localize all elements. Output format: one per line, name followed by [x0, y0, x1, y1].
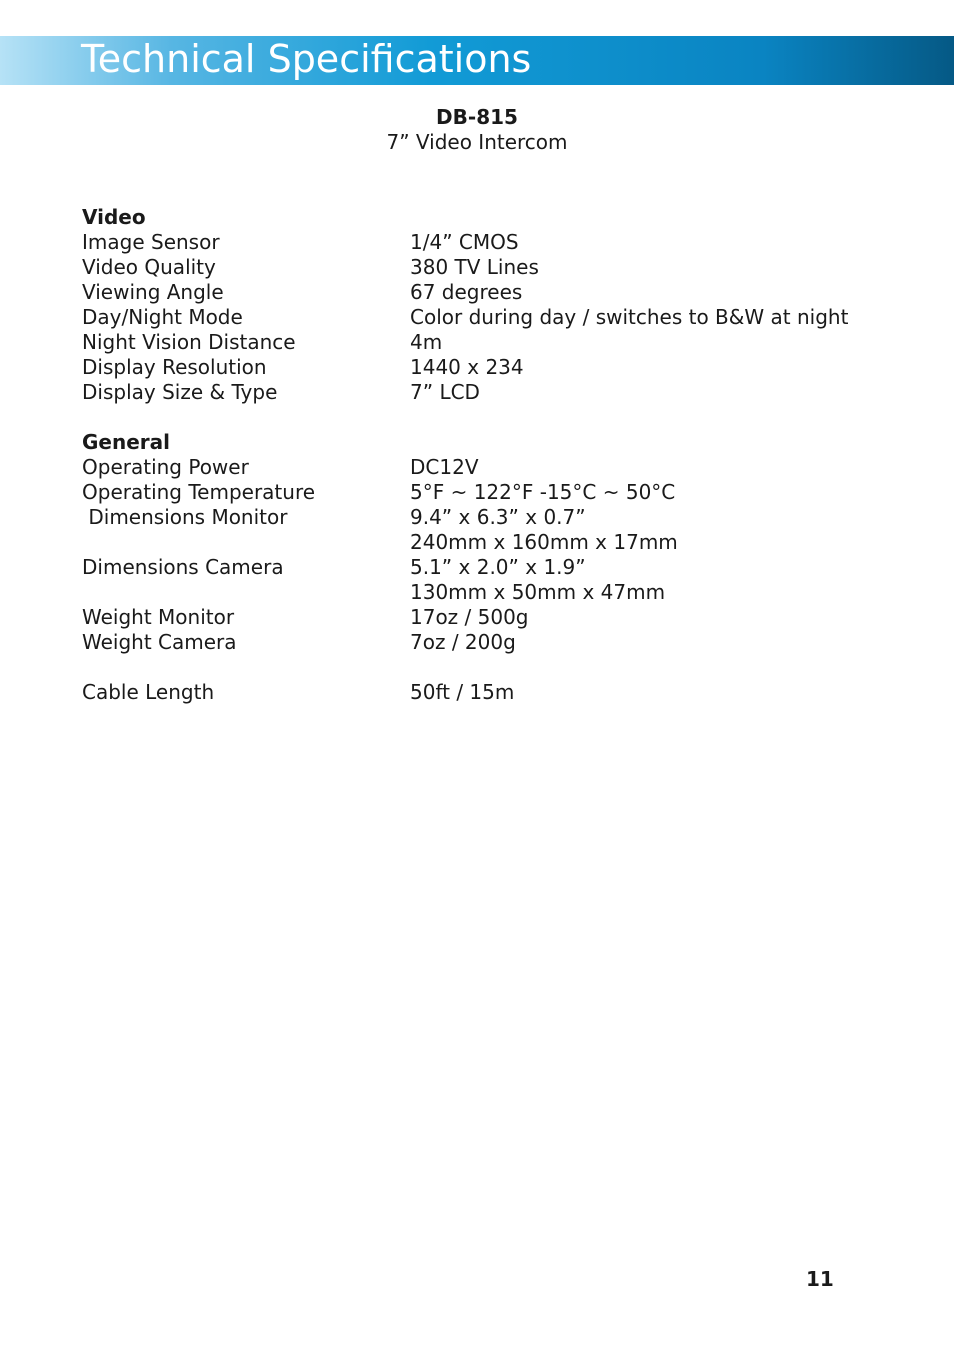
spec-row [0, 680, 954, 705]
spec-value: 240mm x 160mm x 17mm [410, 530, 678, 554]
spec-row [0, 380, 954, 405]
spec-row [0, 630, 954, 655]
spec-value: 4m [410, 330, 443, 354]
spec-label: Weight Monitor [82, 605, 235, 629]
spec-row [0, 530, 954, 555]
spec-label: Dimensions Monitor [82, 505, 288, 529]
spec-label: Viewing Angle [82, 280, 224, 304]
spec-label: Operating Temperature [82, 480, 316, 504]
spec-value: 1440 x 234 [410, 355, 524, 379]
spec-value: 9.4” x 6.3” x 0.7” [410, 505, 586, 529]
spec-label: Display Resolution [82, 355, 267, 379]
product-name: 7” Video Intercom [386, 130, 568, 154]
spec-label: Cable Length [82, 680, 215, 704]
spec-label: Day/Night Mode [82, 305, 243, 329]
spec-value: 1/4” CMOS [410, 230, 519, 254]
spec-value: 7oz / 200g [410, 630, 516, 654]
spec-value: Color during day / switches to B&W at night [410, 305, 849, 329]
spec-label: Dimensions Camera [82, 555, 284, 579]
spec-row [0, 605, 954, 630]
spec-label: Operating Power [82, 455, 249, 479]
header-banner [0, 36, 954, 85]
spec-row [0, 480, 954, 505]
spec-label: Display Size & Type [82, 380, 278, 404]
spec-value: 380 TV Lines [410, 255, 539, 279]
spec-row [0, 555, 954, 580]
spec-value: 17oz / 500g [410, 605, 529, 629]
spec-row [0, 305, 954, 330]
spec-label: Image Sensor [82, 230, 220, 254]
section-heading-video: Video [82, 205, 146, 229]
spec-row [0, 355, 954, 380]
section-heading-general: General [82, 430, 170, 454]
page-number: 11 [806, 1267, 834, 1291]
spec-label: Night Vision Distance [82, 330, 296, 354]
spec-value: 7” LCD [410, 380, 480, 404]
page-title: Technical Specifications [81, 37, 532, 81]
spec-label: Video Quality [82, 255, 216, 279]
spec-value: 50ft / 15m [410, 680, 515, 704]
spec-value: 5.1” x 2.0” x 1.9” [410, 555, 586, 579]
spec-value: 67 degrees [410, 280, 523, 304]
product-model: DB-815 [436, 105, 518, 129]
spec-label: Weight Camera [82, 630, 237, 654]
spec-row [0, 580, 954, 605]
spec-row [0, 330, 954, 355]
spec-row [0, 455, 954, 480]
spec-value: 5°F ~ 122°F -15°C ~ 50°C [410, 480, 676, 504]
spec-row [0, 255, 954, 280]
spec-row [0, 505, 954, 530]
spec-value: 130mm x 50mm x 47mm [410, 580, 666, 604]
spec-value: DC12V [410, 455, 479, 479]
spec-row [0, 280, 954, 305]
spec-row [0, 230, 954, 255]
